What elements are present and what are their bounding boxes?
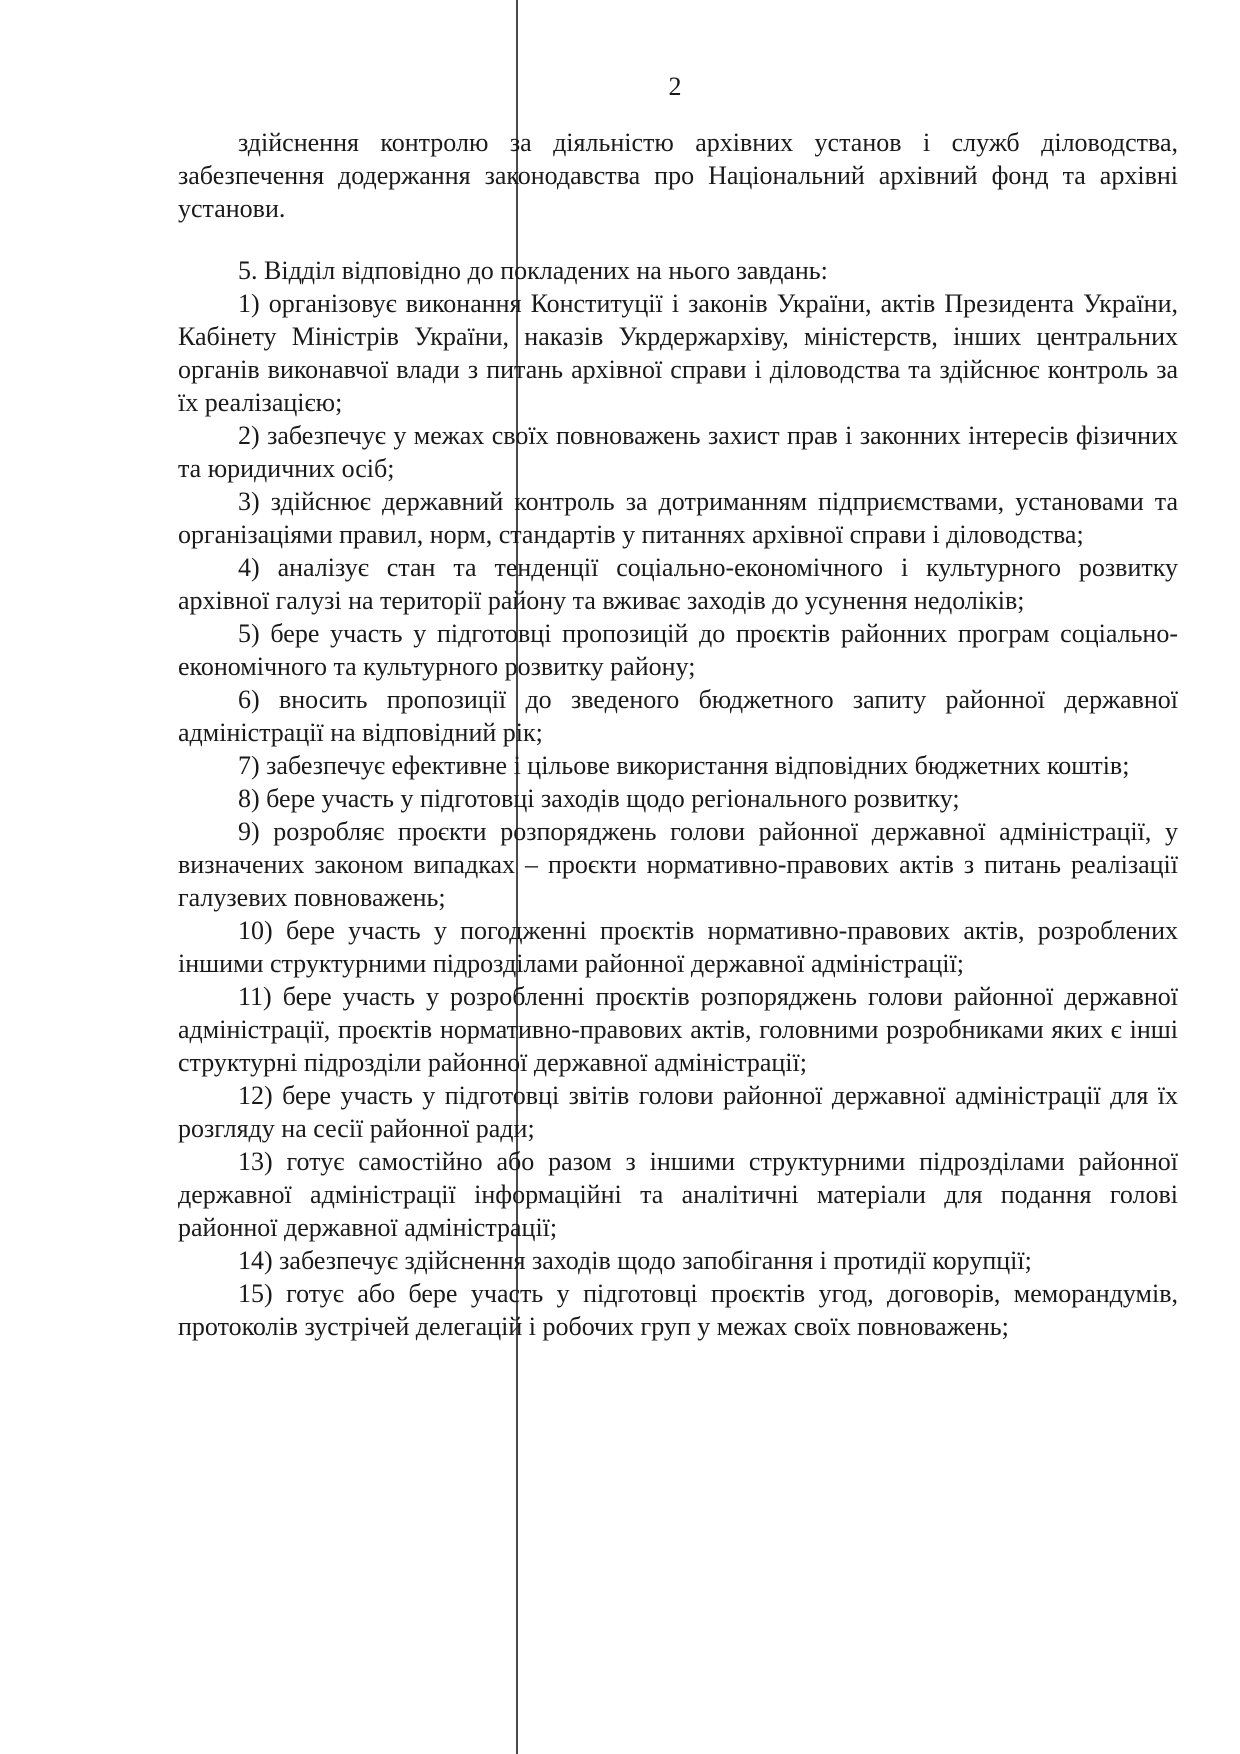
paragraph-gap: [178, 225, 1178, 254]
paragraph-intro: здійснення контролю за діяльністю архівних установ і служб діловодства, забезпечення додержання законодавства про Національний архівний фонд та архівні установи.: [178, 128, 1178, 223]
paragraph-section-5: 5. Відділ відповідно до покладених на нього завдань:: [238, 256, 828, 285]
list-item-11: 11) бере участь у розробленні проєктів розпоряджень голови районної державної адміністрації, проєктів нормативно-правових актів, головними розробниками яких є інші структурні підрозділи районної державної адміністрації;: [178, 982, 1178, 1077]
list-item-2: 2) забезпечує у межах своїх повноважень захист прав і законних інтересів фізичних та юридичних осіб;: [178, 421, 1178, 483]
page-number: 2: [668, 72, 682, 101]
list-item-5: 5) бере участь у підготовці пропозицій до проєктів районних програм соціально-економічного та культурного розвитку району;: [178, 619, 1178, 681]
list-item-13: 13) готує самостійно або разом з іншими структурними підрозділами районної державної адміністрації інформаційні та аналітичні матеріали для подання голові районної державної адміністрації;: [178, 1147, 1178, 1242]
list-item-12: 12) бере участь у підготовці звітів голови районної державної адміністрації для їх розгляду на сесії районної ради;: [178, 1081, 1178, 1143]
list-item-7: 7) забезпечує ефективне і цільове використання відповідних бюджетних коштів;: [238, 751, 1130, 780]
list-item-8: 8) бере участь у підготовці заходів щодо регіонального розвитку;: [238, 784, 960, 813]
list-item-10: 10) бере участь у погодженні проєктів нормативно-правових актів, розроблених іншими структурними підрозділами районної державної адміністрації;: [178, 916, 1178, 978]
list-item-9: 9) розробляє проєкти розпоряджень голови районної державної адміністрації, у визначених законом випадках – проєкти нормативно-правових актів з питань реалізації галузевих повноважень;: [178, 817, 1178, 912]
list-item-4: 4) аналізує стан та тенденції соціально-економічного і культурного розвитку архівної галузі на території району та вживає заходів до усунення недоліків;: [178, 553, 1178, 615]
list-item-6: 6) вносить пропозиції до зведеного бюджетного запиту районної державної адміністрації на відповідний рік;: [178, 685, 1178, 747]
document-body: [178, 126, 1178, 1343]
list-item-15: 15) готує або бере участь у підготовці проєктів угод, договорів, меморандумів, протоколів зустрічей делегацій і робочих груп у межах своїх повноважень;: [178, 1279, 1178, 1341]
list-item-1: 1) організовує виконання Конституції і законів України, актів Президента України, Кабінету Міністрів України, наказів Укрдержархіву, міністерств, інших центральних органів виконавчої влади з питань архівної справи і діловодства та здійснює контроль за їх реалізацією;: [178, 289, 1178, 417]
list-item-3: 3) здійснює державний контроль за дотриманням підприємствами, установами та організаціями правил, норм, стандартів у питаннях архівної справи і діловодства;: [178, 487, 1178, 549]
list-item-14: 14) забезпечує здійснення заходів щодо запобігання і протидії корупції;: [238, 1246, 1032, 1275]
